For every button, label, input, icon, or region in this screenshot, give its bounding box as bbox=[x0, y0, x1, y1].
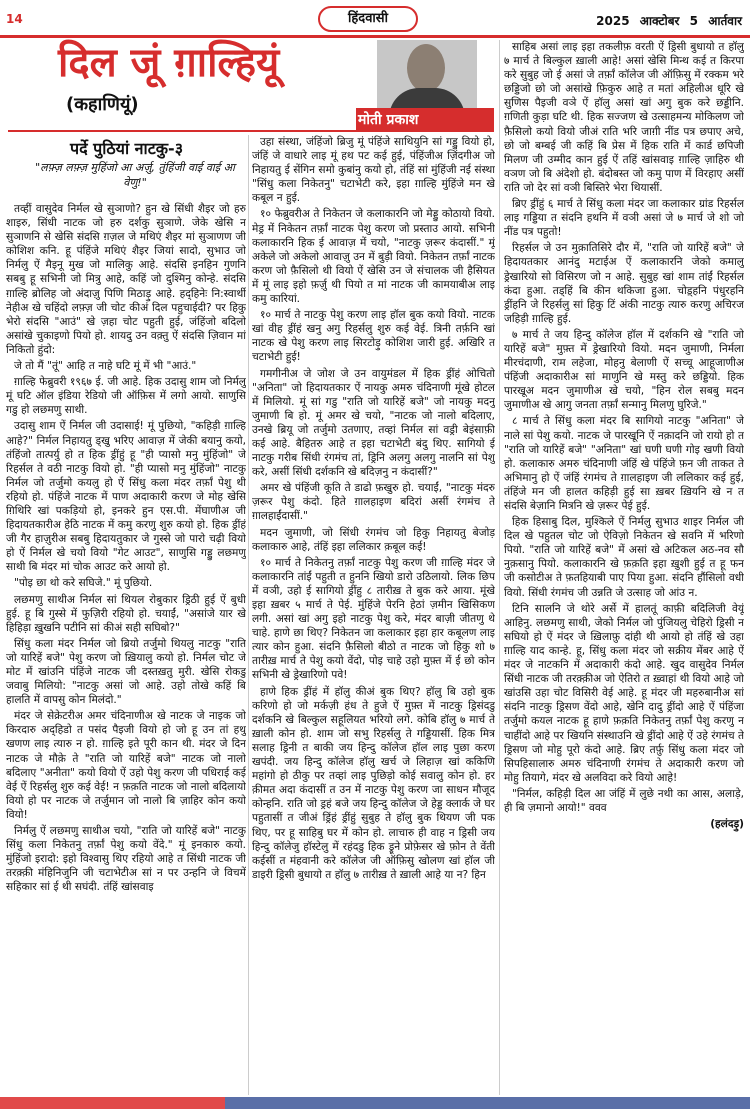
issue-weekday: आर्तवार bbox=[708, 14, 742, 28]
page-footer-bar bbox=[0, 1097, 750, 1109]
issue-day: 5 bbox=[689, 14, 699, 28]
column-divider bbox=[499, 40, 500, 1095]
continued-note: (हलंदड़ु) bbox=[710, 818, 744, 831]
paragraph: तव्हीं वासुदेव निर्मल खे सुञाणो? हुन खे सिंधी शैइर जो हरु शाइरु, सिंधी नाटक जो हरु दर्शकु सुञाणे. जेके खेसि न सुञाणनि से खेसि संदसि ग़ज़ल जे मथिएं शैइर मां सुञाणण जी कोशिश कनि. हू पंहिंजे मथिएं शैइर जियां सादो, सुभाउ जो निर्मलु ऐं मैइनू मुख जो मालिकु आहे. संदसि इनहिन गुणनि सबबु हू सभिनी जो मित्रु आहे, कहिं जो दुश्मिनु कोन्हे. संदसि ग़ाल्हि ब्रोलिह जो अंदाज़ु पिणि मिठाड़ु आहे. हद्हिनेः नि:स्वार्थी नेहीअ खे चहिंदो लफ़्ज़ जी चोट कीअं दिल पहुचाईदी? पर हिकु भेरो संदसि "आउं" खे ज़हा चोट पहुती हुई, जंहिंजो बदिलो असांखे चुकाइणो पियो हो. शायदु उन वक़्तु ऐं संदसि ज़िवान मां निकितो हुंदो: bbox=[6, 203, 246, 356]
paragraph: ग़ाल्हि फेब्रुवरी १९६७ ई. जी आहे. हिक उदासु शाम जो निर्मलु मूं घटि ऑल इंडिया रेडियो जी ऑफ़िस में लगो आयो. साणुसि गडु हो लछमणु साथी. bbox=[6, 376, 246, 417]
paragraph: उदासु शाम ऐं निर्मल जी उदासाई! मूं पुछियो, "कहिड़ी ग़ाल्हि आहे?" निर्मल निहायतु ड्खु भरिए आवाज़ में जेकी बयानु कयो, तंहिंजो तात्पर्यु हो त हिक ड्रींहुं हू "ही प्यासो मनु मुंहिंजो" जे रिहर्सल ते वठी नाटकु वियो हो. "ही प्यासो मनु मुंहिंजो" नाटकु निर्मल जो तर्जुमो कयलु हो ऐं सिंधु कला मंदर तर्फ़ां पेशु थी रहियो हो. पंहिंजे नाटक में पाण अदाकारी करण जे मोह खेसि ग़िथिरि खां पकड़ियो हो, इनकरे हुन एस.पी. मेंघाणीअ जी हिदायतकारीअ हेठि नाटक में कमु करणु शुरु कयो हो. हिक ड्रींहं जी गैर हाज़ुरीअ सबबु हिदायतुकार जे गुस्से जो पारो चढ़ी वियो हो ऐं निर्मल खे चयो वियो "गेट आउट", साणुसि गड्डु लछमणु साथी बि मंदर मां चोक आउट करे आयो हो. bbox=[6, 420, 246, 574]
paragraph: ब्रिए ड्रींहुं ६ मार्च ते सिंधु कला मंदर जा कलाकार ग्रांड रिहर्सल लाइ गड्डिया त संदनि हथनि में वञी असां जे ७ मार्च जे शो जो नींड पत्र पहुतो! bbox=[504, 198, 744, 239]
paragraph: रिहर्सल जे उन मुक़ातिसिरे दौर में, "राति जो यारिहें बजे" जे हिदायतकार आनंदु मटाईअ ऐं कलाकारनि जेको कमालु ड्रेखारियो सो विसिरण जो न आहे. सुबुह खां शाम तांईं रिहर्सल कंदा हुआ. तड्हिं बि कीन थकिजा हुआ. चोड़्हनि पंधुरहनि ड्रींहनि जे रिहर्सलु सां हिकु टिं अंकी नाटकु त्यारु करणु अचिरज जहिड़ी ग़ाल्हि हुई. bbox=[504, 242, 744, 325]
article-title: दिल जूं ग़ाल्हियूं bbox=[58, 39, 280, 86]
paragraph: उहा संस्था, जंहिंजो ब्रिजु मूं पंहिंजे साथियुनि सां गड्डु वियो हो, जंहिं जे वाधारे लाइ मूं हथ पट कई हुई, पंहिंजीअ ज़िंदगीअ जो निहायतु ई सेंगिन समो कुबांनु कयो हो, तंहिं सां मुंहिंजी नई संस्था "सिंधु कला निकेतनु" चटाभेटी करे, इहा ग़ाल्हि मुंहिंजे मन खे कबूल न हुई. bbox=[252, 136, 495, 205]
author-photo-suit bbox=[389, 88, 465, 108]
article-column-1 bbox=[6, 202, 246, 1082]
paragraph: "निर्मल, कहिड़ी दिल आ जंहिं में लुछे नथी का आस, अलाड़े, ही बि ज़मानो आयो!" ववव bbox=[504, 787, 744, 814]
paragraph: गमगीनीअ जे जोश जे उन वायुमंडल में हिक ड्रींहं ओचितो "अनिता" जो हिदायतकार ऐं नायकु अमरु चंदिनाणी मूंखे होटल में मिलियो. मूं सां गडु "राति जो यारिहें बजे" जो नायकु मदनु जुमाणी बि हो. मूं अमर खे चयो, "नाटक जो नालो बदिलाए, उनखे ब्रियू जो तर्जुमो उतणाए, तव्हां निर्मल सां वड्री बेइंसाफ़ी कई आहे. बैहितरु आहे त इहा चटाभेटी बंदु थिए. सागियो ई नाटकु गरीब सिंधी रंगमंच तां, ड्रिनि अलगु अलगु नालनि सां पेशु करे, असीं सिंधी दर्शकनि खे बदिज़नु न कंदासीं?" bbox=[252, 367, 495, 479]
paragraph: ८ मार्च ते सिंधु कला मंदर बि सागियो नाटकु "अनिता" जे नाले सां पेशु कयो. नाटक जे पारखूनि ऐं नक़ादनि जो रायो हो त "राति जो यारिहें बजे" "अनिता" खां घणी घणी गोइ खणी वियो हो. कलाकारु अमरु चंदिनाणी जंहिं खे पंहिंजे फ़न जी ताकत ते अभिमानु हो ऐं जंहिं रंगमंच ते ग़ालहाइण जी ललिकार कई हुई, तंहिंजे मन जी हालत कहिड़ी हुई सा ख़बर ख़ियनि खे न त संदसि बेज़ानि मित्रनि खे ज़रूर पेई हुई. bbox=[504, 415, 744, 512]
paragraph: सिंधु कला मंदर निर्मल जो ब्रियो तर्जुमो थियलु नाटकु "राति जो यारिहें बजे" पेशु करण जो ख़ियालु कयो हो. निर्मल चोट जे मोट में खांउनि पंहिंजे नाटक जी दस्तख़तु मुरी. खेसि रोकडु जवाबु मिलियो: "नाटकु असां जो आहे. उहो तोखे कहिं बि हालति में वापसु कोन मिलंदो." bbox=[6, 637, 246, 707]
section-heading: पर्दे पुठियां नाटकु-३ bbox=[70, 139, 184, 158]
paragraph: मंदर जे सेक्रेटरीअ अमर चंदिनाणीअ खे नाटक जे नाइक जो किरदारु अद्हिडो त पसंद पैइजी वियो हो जो हू उन तां हथु खणण लाइ त्यारु न हो. ग़ाल्हि इते पूरी कान थी. मंदर जे दिन नाटक जे मौक़े ते "राति जो यारिहें बजे" नाटक जो नालो बदिलाए "अनीता" कयो वियो ऐं उहो पेशु करण जी पधिराई कई वेई ऐं रिहर्सलु शुरु कई वेई! न फ़क़ति नाटक जो नालो बदिलायो वियो हो पर नाटक जे तर्जुमान जो नालो बि ज़ाहिर कोन कयो वियो! bbox=[6, 710, 246, 821]
author-photo-face bbox=[407, 44, 445, 92]
opening-quote: "लफ़्ज़ लफ़्ज़ मुहिंजो आ अर्ज़ु, तुंहिंजी वाई वाई आ वेणु!" bbox=[35, 161, 235, 189]
paragraph: १० मार्च ते नाटकु पेशु करण लाइ हॉल बुक कयो वियो. नाटक खां वीह ड्रींहं खनु अगु रिहर्सलु शुरु कई वेई. त्रिनी तर्फ़नि खां नाटक खे पेशु करण लाइ सिरटोड़ु कोशिश जारी हुई. अखिरि त चटाभेटी हुई! bbox=[252, 309, 495, 364]
article-column-3 bbox=[504, 40, 744, 1090]
paragraph: मदन जुमाणी, जो सिंधी रंगमंच जो हिकु निहायतु बेजोड़ कलाकारु आहे, तंहिं इहा ललिकार क़बूल कई! bbox=[252, 526, 495, 553]
column-divider bbox=[248, 135, 249, 1095]
paragraph: हाणे हिक ड्रींहं में हॉलु कीअं बुक थिए? हॉलु बि उहो बुक करिणो हो जो मर्कज़ी हंध ते हुजे ऐं मुफ़्त में नाटकु ड्रिसंदडु दर्शकनि खे बिल्कुल सहूलियत भरियो लगे. कोबि हॉलु ७ मार्च ते ख़ाली कोन हो. शाम जो सभु रिहर्सलु ते गड्डियासीं. हिक मित्र सलाह ड्रिनी त बाकी जय हिन्दु कॉलेज हॉल लाइ पुछा करण खपंदी. जय हिन्दु कॉलेज हॉलु खर्च जे लिहाज़ खां ककिणि महांगो हो ठीकु पर तव्हां लाइ पुछिड़ो कोई सवालु कोन हो. हर क़ीमत अदा कंदासीं त उन में नाटकु पेशु करण जा साधन मौजूद कोन्हनि. राति जो ड्रहं बजे जय हिन्दु कॉलेज जे हेड्ड क्लार्क जे घर पहुतासीं त जीअं ड्रिंहं ड्रींहुं सुबुह ते हॉलु बुक थियण जी पक थिए, पर हू साहिबु घर में कोन हो. लाचारु ही वाह न ड्रिसी जय हिन्दु कॉलेजु हॉस्टेलु में रहंदडु हिक ड्रूने प्रोफ़ेसर खे फ़ोन ते वेंती कईसीं त मंहवानी करे कॉलेज जी ऑफ़िसु खोलण खां हॉल जी डाइरी ड्रिसी बुधायो त हॉलु ७ तारीख़ ते ख़ाली आहे या न? हिन bbox=[252, 685, 495, 881]
page-number: 14 bbox=[6, 12, 23, 26]
paragraph: साहिब असां लाइ इहा तकलीफ़ वरती ऐं ड्रिसी बुधायो त हॉलु ७ मार्च ते बिल्कुल ख़ाली आहे! असां खेसि मिन्थ कई त किरपा करे सुबुह जो ई असां जे तर्फ़ां कॉलेज जी ऑफ़िसु में रक्कम भरे छड्डिजो छो जो असांखे फ़िकुरु आहे त मतां अहिलीअ धूरि खे सुणिस पैइजी वञे ऐं हॉलु असां खां अगु बुक करे छड्डीनि. ग़णिती कुड़ा घटि थी. हिक सज्जण खे उत्साहमन्य मोकिलण जो फ़ैसिलो कयो वियो जीअं राति भरि जाग़ी नींड पत्र छपाए अचे, छो जो बम्बई जी कहिं बि प्रेस में हिक राति में कार्ड छपिजी मिलण जी उम्मीद कान हुई ऐं तहिं खांसवाइ ग़ाल्हि ज़ाहिरु थी वञण जो बि अंदेशो हो. बंदोबस्त जो कमु पाण में विरहाए असीं राति जो देर सां वञी बिस्तिरे भेरा थियासीं. bbox=[504, 41, 744, 194]
paragraph: निर्मलु ऐं लछमणु साथीअ चयो, "राति जो यारिहें बजे" नाटकु सिंधु कला निकेतनु तर्फ़ां पेशु कयो वेंदे." मूं इनकारु कयो. मुंहिंजो इरादो: इहो विश्वासु थिए रहियो आहे त सिंधी नाटक जी तरक़्क़ी मंहिनिजुनि जी चटाभेटीअ सां न पर उन्हनि जे विचमें सहिकार सां ई थी सघंदी. तंहिं खांसवाइ bbox=[6, 825, 246, 894]
issue-month: आक्टोबर bbox=[639, 14, 680, 28]
article-column-2 bbox=[252, 135, 495, 1085]
article-subtitle: (कहाणियूं) bbox=[66, 94, 139, 115]
paragraph: जे तो मैं "तूं" आहि त नाहे घटि मूं में भी "आउं." bbox=[14, 360, 197, 373]
author-photo bbox=[377, 40, 477, 108]
issue-year: 2025 bbox=[596, 14, 630, 28]
paragraph: हिक हिसाबु दिल, मुश्किले ऐं निर्मलु सुभाउ शाइर निर्मल जी दिल खे पहुतल चोट जो ऐविज़ो निकेतन खे सवनि में भरिणो पियो. "राति जो यारिहें बजे" में असां खे अटिकल अठ-नव सौ नुक़सानु पियो. कलाकारनि खे फ़क़ति इहा ख़ुशी हुई त हू फन जी कसोटीअ ते फ़तहियाबी पाए पिया हुआ. संदनि हौंसिलो वधी वियो. सिंधी रंगमंच जी उन्नति जे उत्साह जो आंउ न. bbox=[504, 516, 744, 599]
paragraph: १० मार्च ते निकेतनु तर्फ़ां नाटकु पेशु करण जी ग़ाल्हि मंदर जे कलाकारनि तांईं पहुती त हुननि खियो डारो उठिलायो. लिक छिप में वञी, उहो ई सागियो ड्रींहु ८ तारीख़ ते बुक करे आया. मूंखे इहा ख़बर ५ मार्च ते पेई. मुंहिंजे पेरनि हेठां ज़मीन खिसिकण लगी. असां खां अगु इहो नाटकु पेशु करे, मंदर बाज़ी जीतणु थे चाहे. हाणे छा थिए? निकेतन जा कलाकार इहा हार कबूलण लाइ त्यार कोन हुआ. संदनि फ़ैसिलो बीठो त नाटक जो हिकु शो ७ तारीख़ मार्च ते पेशु कयो वेंदो, पोइ चाहे उहो मुफ़्त में ई छो कोन सभिनी खे ड्रेखारिणो पवे! bbox=[252, 556, 495, 682]
paragraph: १० फेब्रुवरीअ ते निकेतन जे कलाकारनि जो मेड्डु कोठायो वियो. मेड्र में निकेतन तर्फ़ां नाटक पेशु करण जो प्रस्ताउ आयो. सभिनी कलाकारनि हिक ई आवाज़ में चयो, "नाटकु ज़रूर कंदासीं." मूं अकेले जो अकेलो आवाज़ु उन में बुड़ी वियो. निकेतन तर्फ़ां नाटक करण जो फ़ैसिलो थी वियो ऐं खेसि उन जे संचालक जी हैसियत में मूं लाइ इहो फ़र्ज़ु थी पियो त मां नाटक जी कामयाबीअ लाइ कमु कारियां. bbox=[252, 208, 495, 306]
issue-date bbox=[590, 12, 742, 29]
paragraph: लछमणु साथीअ निर्मल सां थियल रोबुकार ड्रिठी हुई ऐं बुधी हुई. हू बि गुस्से में फुज़िरी रहियो हो. चयाईं, "असांजे यार खे हिहिड़ा ख़ुखनि पटीनि सां कीअं सही सघिबो?" bbox=[6, 593, 246, 634]
author-name: मोती प्रकाश bbox=[358, 112, 419, 128]
title-rule bbox=[8, 130, 494, 132]
paragraph: "पोइ छा थो करे सघिजे." मूं पुछियो. bbox=[14, 577, 153, 590]
paragraph: ७ मार्च ते जय हिन्दु कॉलेज हॉल में दर्शकनि खे "राति जो यारिहें बजे" मुफ़्त में ड्रेखारियो वियो. मदन जुमाणी, निर्मला मीरचंदाणी, राम लहेजा, मोहनु बेलाणी ऐं सच्चू आहूजाणीअ पंहिंजी अदाकारीअ सां माणुनि खे मस्तु करे छड्डियो. हिक पारखूअ मदन जुमाणीअ खे चयो, "हिन रोल सबबु मदन जुमाणीअ खे आगु जनता तर्फ़ां सन्मानु मिलणु घुरिजे." bbox=[504, 328, 744, 412]
masthead-logo: हिंदवासी bbox=[318, 6, 418, 32]
paragraph: टिनि सालनि जे थोरे अर्से में हालतूं काफ़ी बदिलिजी वेयूं आहिनु. लछमणु साथी, जेको निर्मल जो पुंजियलु चेहिरो ड्रिसी न सघियो हो ऐं मंदर जे ख़िलाफ़ु दांही थी आयो हो तंहिं खे उहा ग़ाल्हि याद कान्हे. हू, सिंधु कला मंदर जो सक्रीय मेंबर आहे ऐं मंदर जे नाटकनि में अदाकारी कंदो आहे. खुद वासुदेव निर्मल सिंधी नाटक जी तरक़्क़ीअ जो ऐतिरो त ख़्वाहां थी वियो आहे जो खांउसि उहा चोट विसिरी वेई आहे. हू मंदर जी महरुबानीअ सां संदनि नाटकु ड्रिसण वेंदो आहे, खेनि दादु ड्रींदो आहे ऐं पंहिंजा तर्जुमो कयल नाटक हू हाणे फ़क़ति निकेतनु तर्फ़ां पेशु करणु न चाहींदो आहे पर खियनि संस्थाउनि खे ड्रींदो आहे ऐं उहे रंगमंच ते ड्रिसण जो मोहु पूरो कंदो आहे. ब्रिए तर्फ़ु सिंधु कला मंदर जो सिपहिसालारु अमरु चंदिनाणी रंगमंच ते अदाकारी करण जो मोहु तियागे, मंदर खे अलविदा करे वियो आहे! bbox=[504, 602, 744, 784]
page-header bbox=[0, 0, 750, 38]
paragraph: अमर खे पंहिंजी कूति ते डाढो फ़खुरु हो. चयाईं, "नाटकु मंदरु ज़रूर पेशु कंदो. हिते ग़ालहाइण बदिरां असीं रंगमंच ते ग़ालहाईंदासीं." bbox=[252, 482, 495, 523]
